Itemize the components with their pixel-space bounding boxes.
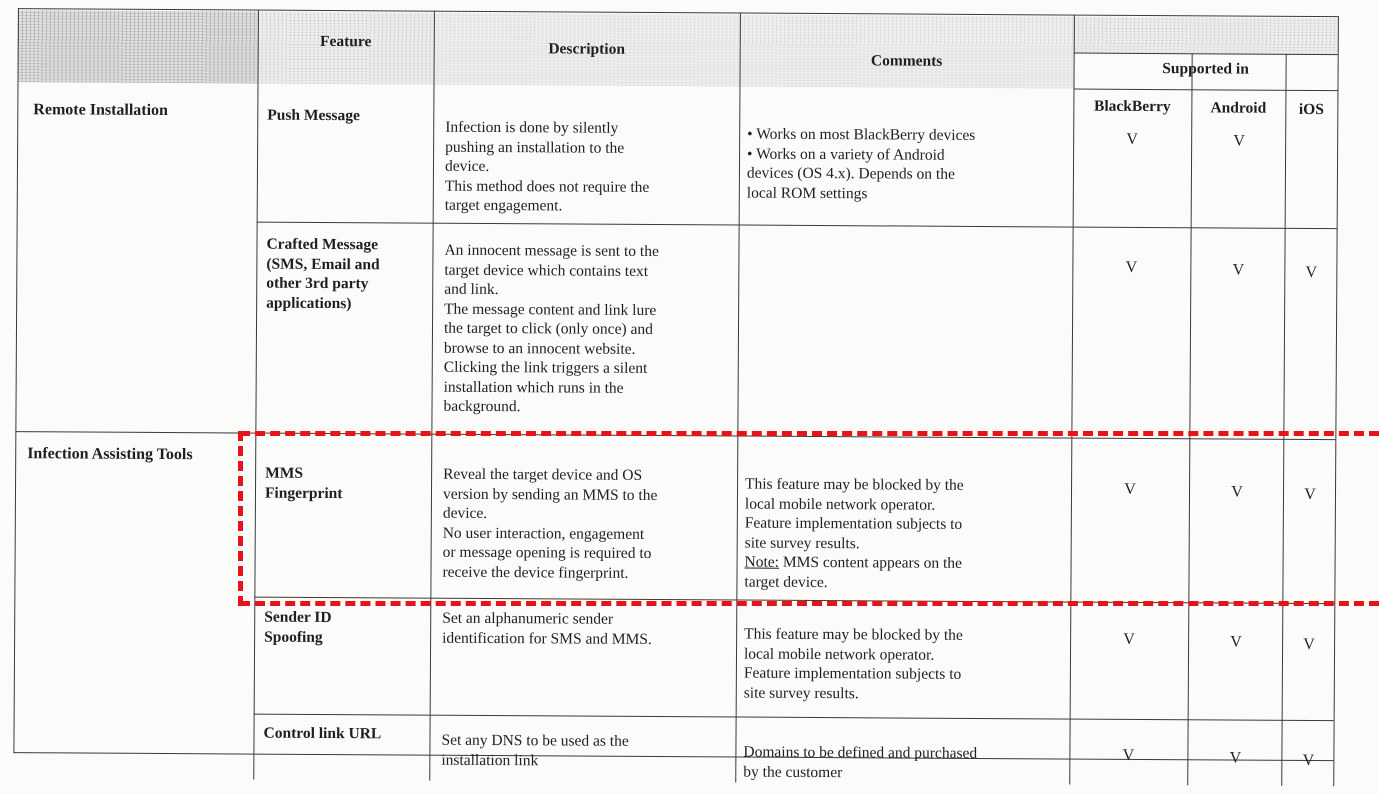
support-blackberry-control-link: V — [1122, 746, 1135, 764]
comments-note-text: MMS content appears on the target device. — [744, 553, 963, 591]
support-ios-control-link: V — [1302, 751, 1315, 770]
support-ios-mms-fingerprint: V — [1304, 485, 1316, 504]
description-sender-id-spoofing: Set an alphanumeric sender identification for SMS and MMS. — [442, 609, 652, 648]
comments-sender-id-spoofing: This feature may be blocked by the local mobile network operator. Feature implementation subjects to site survey results. — [743, 625, 963, 702]
feature-crafted-message: Crafted Message (SMS, Email and other 3rd party applications) — [266, 235, 380, 312]
header-description: Description — [548, 40, 626, 58]
highlight-left-dash — [238, 431, 243, 606]
support-ios-crafted-message: V — [1305, 263, 1318, 282]
section-remote-installation: Remote Installation — [33, 101, 169, 120]
feature-control-link-url: Control link URL — [263, 724, 382, 743]
support-android-push-message: V — [1233, 132, 1245, 150]
comments-note-label: Note: — [744, 553, 780, 571]
header-shading-left — [17, 10, 257, 83]
header-supported-in: Supported in — [1162, 60, 1249, 78]
header-blackberry: BlackBerry — [1094, 97, 1171, 116]
header-feature: Feature — [320, 32, 372, 51]
feature-mms-fingerprint: MMS Fingerprint — [264, 464, 343, 502]
support-android-mms-fingerprint: V — [1231, 483, 1243, 501]
comments-push-message: • Works on most BlackBerry devices • Works on a variety of Android devices (OS 4.x). Depends on the local ROM settings — [746, 125, 976, 202]
support-android-sender-id: V — [1230, 633, 1242, 651]
highlight-bottom-dash — [240, 601, 1379, 606]
comments-mms-fingerprint-text: This feature may be blocked by the local mobile network operator. Feature implementation subjects to site survey results. — [744, 475, 964, 552]
comments-mms-fingerprint — [744, 475, 1067, 594]
description-crafted-message: An innocent message is sent to the target device which contains text and link. The message content and link lure the target to click (only once) and browse to an innocent website. Clicking the link triggers a silent installation which runs in the background. — [443, 241, 659, 416]
support-android-crafted-message: V — [1232, 261, 1245, 279]
support-blackberry-crafted-message: V — [1125, 258, 1138, 276]
feature-push-message: Push Message — [267, 106, 360, 125]
header-shading-supported — [1074, 17, 1338, 55]
highlight-top-dash — [240, 431, 1379, 436]
header-ios: iOS — [1298, 100, 1324, 119]
description-mms-fingerprint: Reveal the target device and OS version by sending an MMS to the device. No user interaction, engagement or message opening is required to receive the device fingerprint. — [442, 465, 658, 582]
description-push-message: Infection is done by silently pushing an installation to the device. This method does not require the target engagement. — [444, 118, 650, 215]
support-blackberry-sender-id: V — [1123, 630, 1135, 648]
feature-sender-id-spoofing: Sender ID Spoofing — [264, 608, 332, 646]
header-comments: Comments — [870, 52, 943, 70]
support-ios-sender-id: V — [1303, 635, 1315, 654]
description-control-link-url: Set any DNS to be used as the installation link — [441, 731, 629, 769]
comments-control-link-url: Domains to be defined and purchased by the customer — [743, 743, 978, 781]
support-blackberry-push-message: V — [1126, 130, 1139, 148]
section-infection-assisting-tools: Infection Assisting Tools — [27, 445, 193, 464]
header-android: Android — [1210, 99, 1267, 117]
support-blackberry-mms-fingerprint: V — [1124, 480, 1136, 498]
support-android-control-link: V — [1229, 749, 1242, 767]
